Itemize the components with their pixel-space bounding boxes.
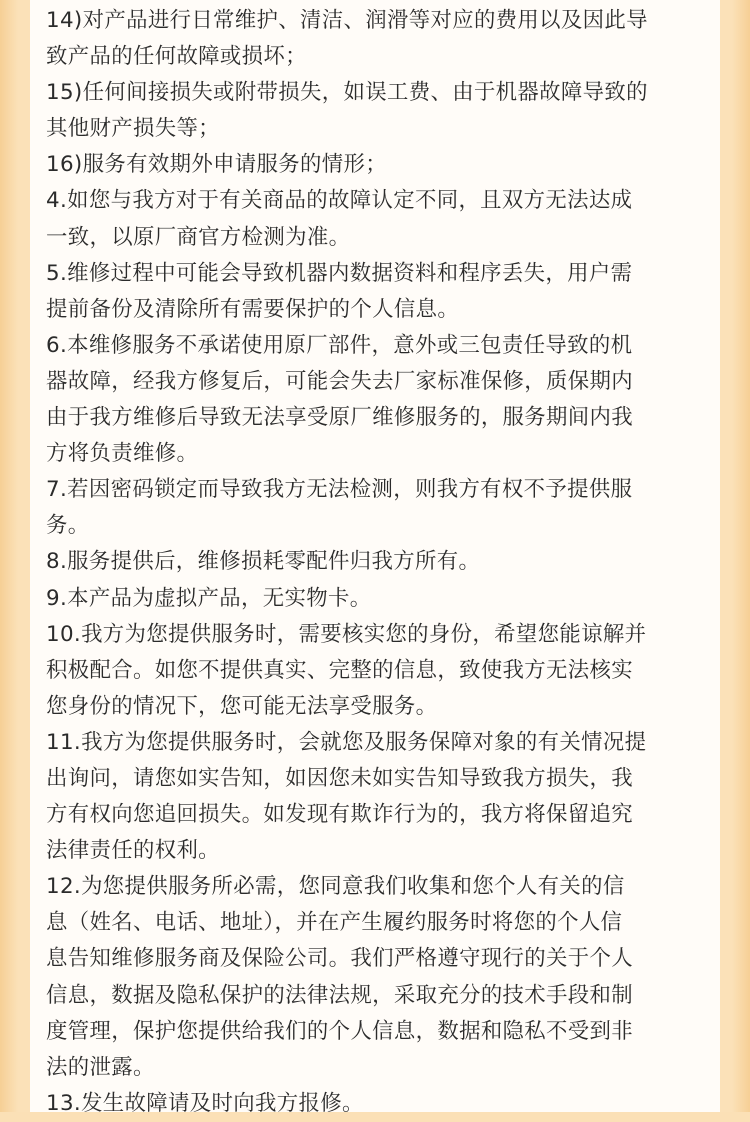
terms-line: 您身份的情况下，您可能无法享受服务。 [46,693,438,719]
terms-line: 8.服务提供后，维修损耗零配件归我方所有。 [46,549,481,575]
terms-line: 16)服务有效期外申请服务的情形； [46,152,387,178]
terms-line: 9.本产品为虚拟产品，无实物卡。 [46,585,372,611]
terms-line: 10.我方为您提供服务时，需要核实您的身份，希望您能谅解并 [46,621,647,647]
terms-line: 法的泄露。 [46,1054,155,1080]
terms-line: 器故障，经我方修复后，可能会失去厂家标准保修，质保期内 [46,368,633,394]
terms-line: 4.如您与我方对于有关商品的故障认定不同，且双方无法达成 [46,188,633,214]
terms-card [30,0,720,1116]
terms-line: 6.本维修服务不承诺使用原厂部件，意外或三包责任导致的机 [46,332,633,358]
terms-line: 15)任何间接损失或附带损失，如误工费、由于机器故障导致的 [46,80,648,106]
terms-line: 12.为您提供服务所必需，您同意我们收集和您个人有关的信 [46,874,625,900]
terms-line: 息告知维修服务商及保险公司。我们严格遵守现行的关于个人 [46,946,633,972]
terms-line: 11.我方为您提供服务时，会就您及服务保障对象的有关情况提 [46,729,647,755]
terms-line: 7.若因密码锁定而导致我方无法检测，则我方有权不予提供服 [46,477,633,503]
terms-line: 由于我方维修后导致无法享受原厂维修服务的，服务期间内我 [46,405,633,431]
terms-line: 息（姓名、电话、地址），并在产生履约服务时将您的个人信 [46,910,623,936]
terms-line: 5.维修过程中可能会导致机器内数据资料和程序丢失，用户需 [46,260,633,286]
terms-line: 提前备份及清除所有需要保护的个人信息。 [46,296,460,322]
terms-line: 14)对产品进行日常维护、清洁、润滑等对应的费用以及因此导 [46,8,648,33]
terms-line: 度管理，保护您提供给我们的个人信息，数据和隐私不受到非 [46,1018,633,1044]
terms-line: 致产品的任何故障或损坏； [46,44,307,70]
terms-line: 法律责任的权利。 [46,838,220,864]
terms-line: 积极配合。如您不提供真实、完整的信息，致使我方无法核实 [46,657,633,683]
terms-line: 其他财产损失等； [46,116,220,142]
terms-line: 方有权向您追回损失。如发现有欺诈行为的，我方将保留追究 [46,802,633,828]
terms-text [46,3,720,1122]
terms-line: 务。 [46,513,90,539]
terms-line: 信息，数据及隐私保护的法律法规，采取充分的技术手段和制 [46,982,633,1008]
terms-line: 方将负责维修。 [46,441,199,467]
terms-line: 一致，以原厂商官方检测为准。 [46,224,351,250]
terms-line: 出询问，请您如实告知，如因您未如实告知导致我方损失，我 [46,765,633,791]
terms-line: 13.发生故障请及时向我方报修。 [46,1090,364,1116]
